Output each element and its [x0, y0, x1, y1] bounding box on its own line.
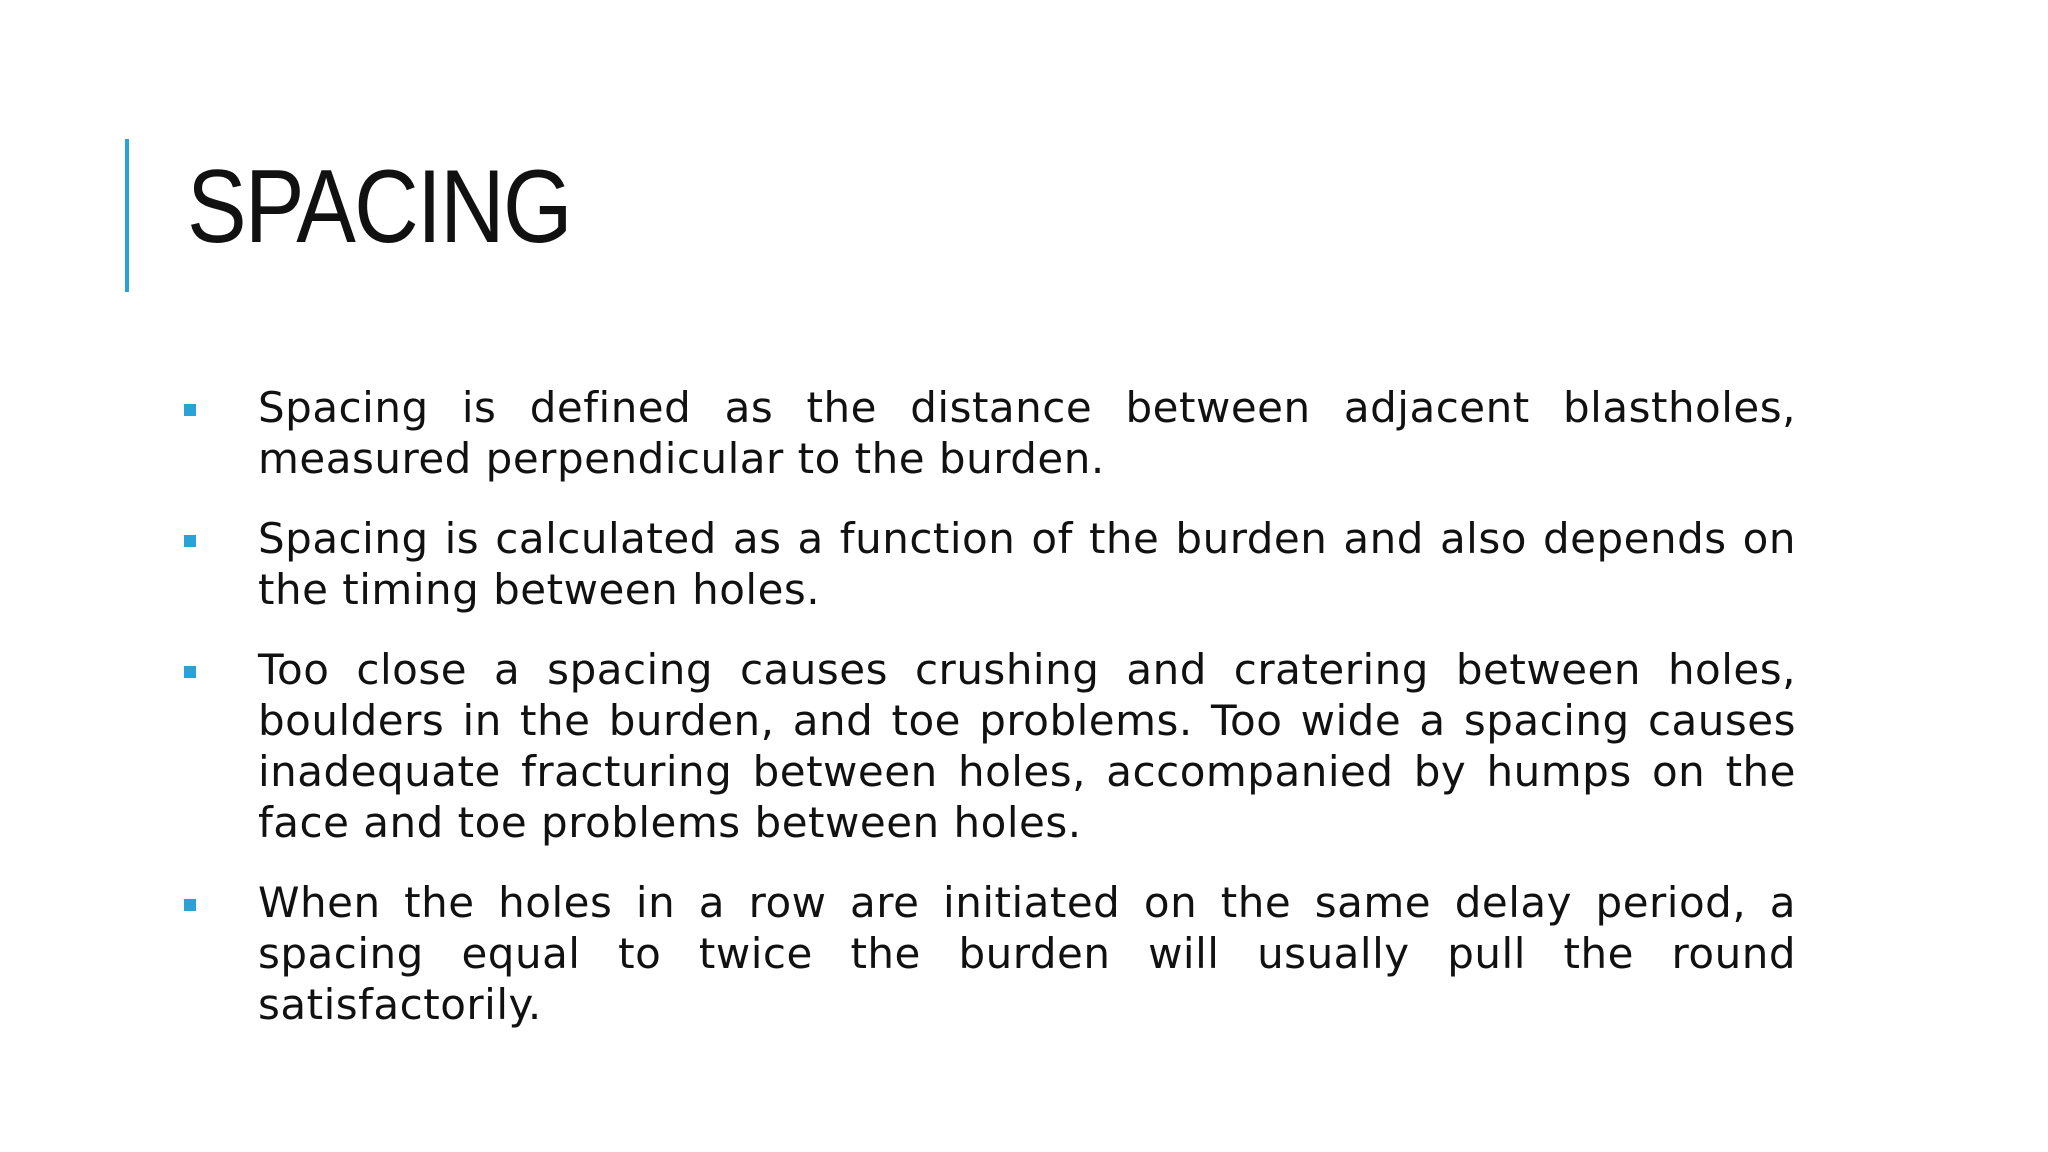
bullet-text: Too close a spacing causes crushing and cratering between holes, boulders in the burden, and toe problems. Too wide a spacing causes inadequate fracturing between holes, accompanied by humps on the face and toe problems between holes.: [258, 645, 1796, 847]
bullet-text: Spacing is calculated as a function of the burden and also depends on the timing between holes.: [258, 514, 1796, 614]
square-bullet-icon: [184, 899, 196, 911]
bullet-list: [180, 382, 1796, 1059]
title-accent-bar: [125, 139, 129, 292]
bullet-item: [180, 644, 1796, 848]
slide-title: SPACING: [187, 149, 571, 265]
bullet-text: Spacing is defined as the distance between adjacent blastholes, measured perpendicular to the burden.: [258, 383, 1796, 483]
square-bullet-icon: [184, 404, 196, 416]
bullet-item: [180, 877, 1796, 1030]
bullet-item: [180, 382, 1796, 484]
square-bullet-icon: [184, 535, 196, 547]
square-bullet-icon: [184, 666, 196, 678]
bullet-item: [180, 513, 1796, 615]
bullet-text: When the holes in a row are initiated on the same delay period, a spacing equal to twice the burden will usually pull the round satisfactorily.: [258, 878, 1796, 1029]
